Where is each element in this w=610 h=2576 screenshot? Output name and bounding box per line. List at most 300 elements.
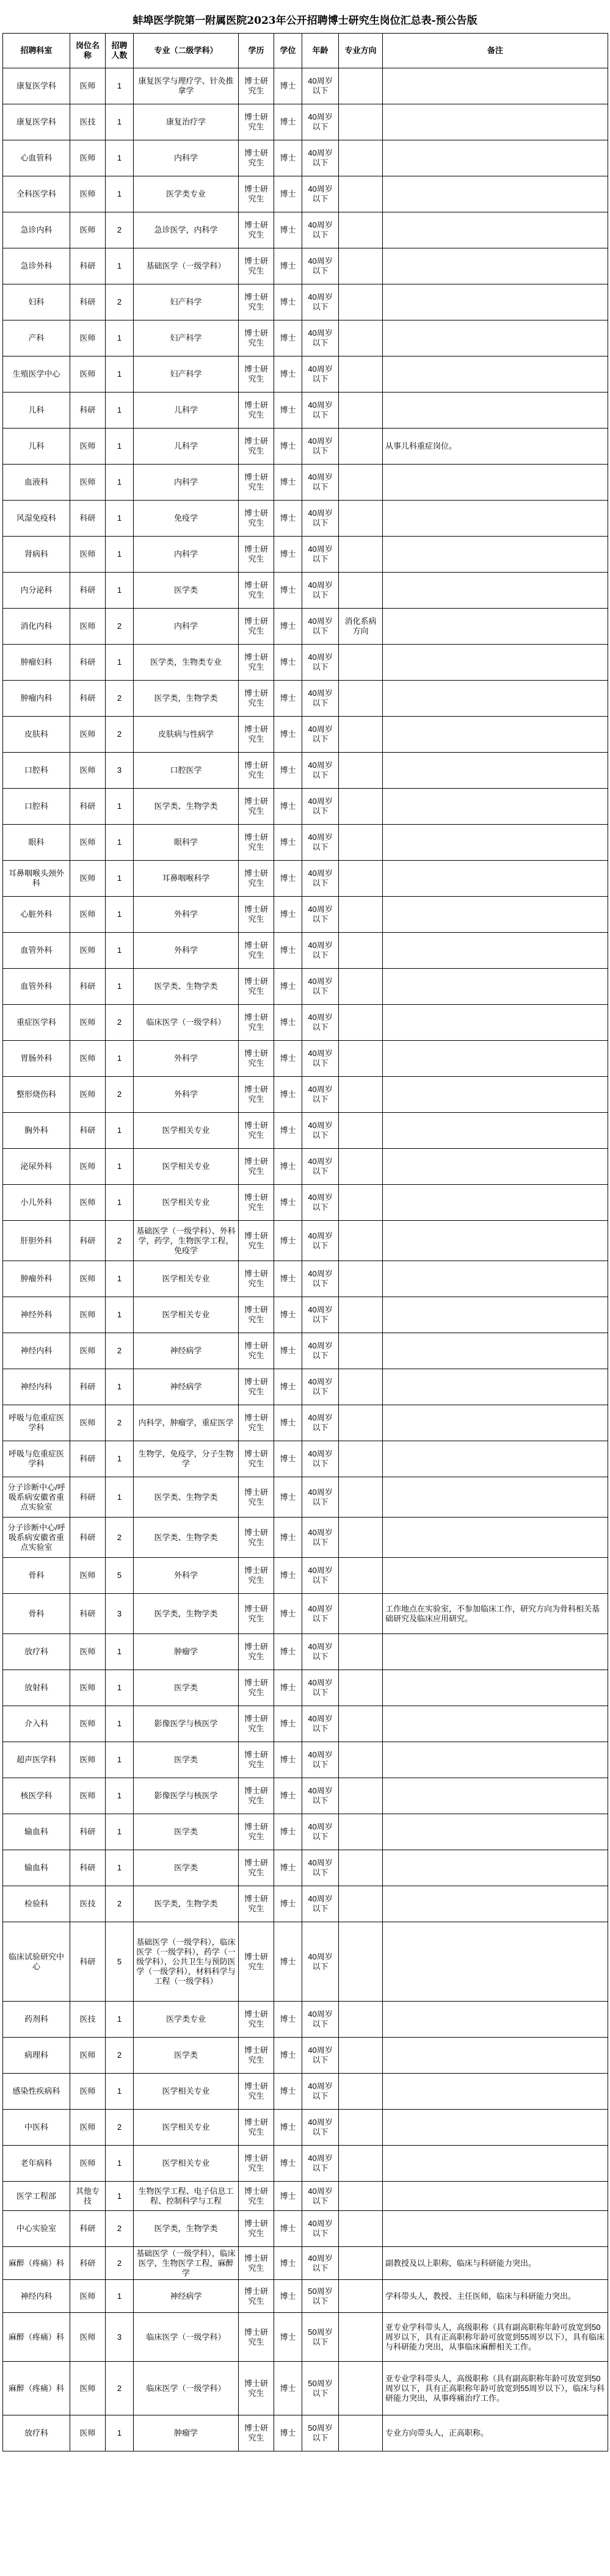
major-cell: 基础医学（一级学科）、外科学，药学，生物医学工程，免疫学	[134, 1221, 239, 1261]
position-cell: 医师	[70, 68, 106, 104]
major-cell: 医学相关专业	[134, 1261, 239, 1297]
education-cell: 博士研究生	[239, 825, 274, 861]
table-row	[3, 1670, 608, 1706]
department-cell: 急诊外科	[3, 248, 70, 284]
age-cell: 40周岁以下	[302, 1261, 339, 1297]
degree-cell: 博士	[274, 176, 302, 212]
education-cell: 博士研究生	[239, 537, 274, 573]
table-row	[3, 2002, 608, 2038]
remarks-cell	[383, 1405, 608, 1441]
position-cell: 科研	[70, 681, 106, 717]
degree-cell: 博士	[274, 2362, 302, 2415]
major-cell: 医学类	[134, 573, 239, 609]
table-row	[3, 1405, 608, 1441]
department-cell: 整形烧伤科	[3, 1077, 70, 1113]
direction-cell	[339, 1922, 383, 2002]
major-cell: 医学类、生物学类	[134, 1477, 239, 1518]
position-cell: 医师	[70, 1261, 106, 1297]
degree-cell: 博士	[274, 140, 302, 176]
degree-cell: 博士	[274, 501, 302, 537]
direction-cell: 消化系病方向	[339, 609, 383, 645]
major-cell: 儿科学	[134, 429, 239, 465]
major-cell: 医学类、生物学类	[134, 1518, 239, 1558]
education-cell: 博士研究生	[239, 1441, 274, 1477]
education-cell: 博士研究生	[239, 2415, 274, 2451]
department-cell: 呼吸与危重症医学科	[3, 1405, 70, 1441]
remarks-cell	[383, 2110, 608, 2146]
degree-cell: 博士	[274, 1518, 302, 1558]
department-cell: 肾病科	[3, 537, 70, 573]
count-cell: 1	[106, 1778, 134, 1814]
age-cell: 40周岁以下	[302, 2002, 339, 2038]
direction-cell	[339, 1814, 383, 1850]
position-cell: 医师	[70, 2362, 106, 2415]
education-cell: 博士研究生	[239, 1005, 274, 1041]
education-cell: 博士研究生	[239, 1778, 274, 1814]
age-cell: 40周岁以下	[302, 212, 339, 248]
count-cell: 1	[106, 68, 134, 104]
count-cell: 1	[106, 1041, 134, 1077]
remarks-cell	[383, 1149, 608, 1185]
table-row	[3, 429, 608, 465]
department-cell: 急诊内科	[3, 212, 70, 248]
major-cell: 临床医学（一级学科）	[134, 2362, 239, 2415]
age-cell: 40周岁以下	[302, 356, 339, 393]
position-cell: 科研	[70, 1814, 106, 1850]
education-cell: 博士研究生	[239, 1670, 274, 1706]
degree-cell: 博士	[274, 1477, 302, 1518]
count-cell: 1	[106, 789, 134, 825]
education-cell: 博士研究生	[239, 789, 274, 825]
direction-cell	[339, 1221, 383, 1261]
age-cell: 40周岁以下	[302, 284, 339, 320]
age-cell: 40周岁以下	[302, 1814, 339, 1850]
degree-cell: 博士	[274, 1041, 302, 1077]
count-cell: 1	[106, 2280, 134, 2313]
position-cell: 医师	[70, 1706, 106, 1742]
education-cell: 博士研究生	[239, 2182, 274, 2211]
header-direction: 专业方向	[339, 34, 383, 68]
table-row	[3, 1518, 608, 1558]
table-row	[3, 861, 608, 897]
department-cell: 儿科	[3, 429, 70, 465]
remarks-cell	[383, 1742, 608, 1778]
header-remarks: 备注	[383, 34, 608, 68]
education-cell: 博士研究生	[239, 1558, 274, 1594]
major-cell: 临床医学（一级学科）	[134, 1005, 239, 1041]
remarks-cell	[383, 681, 608, 717]
department-cell: 放疗科	[3, 2415, 70, 2451]
count-cell: 1	[106, 2002, 134, 2038]
age-cell: 40周岁以下	[302, 1077, 339, 1113]
position-cell: 医师	[70, 537, 106, 573]
remarks-cell	[383, 573, 608, 609]
degree-cell: 博士	[274, 212, 302, 248]
degree-cell: 博士	[274, 1670, 302, 1706]
department-cell: 肿瘤内科	[3, 681, 70, 717]
count-cell: 1	[106, 1369, 134, 1405]
major-cell: 皮肤病与性病学	[134, 717, 239, 753]
direction-cell	[339, 1518, 383, 1558]
direction-cell	[339, 465, 383, 501]
remarks-cell	[383, 2002, 608, 2038]
position-cell: 科研	[70, 1441, 106, 1477]
degree-cell: 博士	[274, 1814, 302, 1850]
degree-cell: 博士	[274, 2211, 302, 2247]
direction-cell	[339, 1261, 383, 1297]
education-cell: 博士研究生	[239, 2313, 274, 2362]
remarks-cell	[383, 1778, 608, 1814]
education-cell: 博士研究生	[239, 320, 274, 356]
department-cell: 耳鼻咽喉头颈外科	[3, 861, 70, 897]
direction-cell	[339, 753, 383, 789]
position-cell: 医师	[70, 1297, 106, 1333]
position-cell: 科研	[70, 1594, 106, 1634]
position-cell: 医师	[70, 2110, 106, 2146]
remarks-cell	[383, 1005, 608, 1041]
major-cell: 基础医学（一级学科）	[134, 248, 239, 284]
department-cell: 血管外科	[3, 969, 70, 1005]
table-row	[3, 1041, 608, 1077]
table-row	[3, 753, 608, 789]
direction-cell	[339, 1706, 383, 1742]
age-cell: 40周岁以下	[302, 681, 339, 717]
remarks-cell	[383, 789, 608, 825]
remarks-cell	[383, 1477, 608, 1518]
direction-cell	[339, 933, 383, 969]
position-cell: 医师	[70, 1149, 106, 1185]
education-cell: 博士研究生	[239, 1297, 274, 1333]
age-cell: 40周岁以下	[302, 1670, 339, 1706]
age-cell: 40周岁以下	[302, 969, 339, 1005]
remarks-cell	[383, 1558, 608, 1594]
major-cell: 医学类	[134, 1850, 239, 1886]
count-cell: 1	[106, 1742, 134, 1778]
remarks-cell	[383, 1886, 608, 1922]
education-cell: 博士研究生	[239, 465, 274, 501]
table-row	[3, 609, 608, 645]
education-cell: 博士研究生	[239, 2146, 274, 2182]
position-cell: 科研	[70, 2211, 106, 2247]
table-row	[3, 68, 608, 104]
direction-cell	[339, 1369, 383, 1405]
department-cell: 儿科	[3, 393, 70, 429]
count-cell: 1	[106, 2074, 134, 2110]
age-cell: 40周岁以下	[302, 176, 339, 212]
count-cell: 1	[106, 140, 134, 176]
remarks-cell	[383, 465, 608, 501]
major-cell: 外科学	[134, 1077, 239, 1113]
table-row	[3, 645, 608, 681]
remarks-cell	[383, 284, 608, 320]
major-cell: 妇产科学	[134, 320, 239, 356]
age-cell: 40周岁以下	[302, 465, 339, 501]
education-cell: 博士研究生	[239, 573, 274, 609]
major-cell: 医学类、生物学类	[134, 969, 239, 1005]
table-row	[3, 1369, 608, 1405]
position-cell: 医师	[70, 861, 106, 897]
age-cell: 40周岁以下	[302, 933, 339, 969]
position-cell: 医师	[70, 825, 106, 861]
education-cell: 博士研究生	[239, 356, 274, 393]
direction-cell	[339, 717, 383, 753]
major-cell: 医学类	[134, 2038, 239, 2074]
table-row	[3, 2110, 608, 2146]
position-cell: 医师	[70, 2146, 106, 2182]
department-cell: 心血管科	[3, 140, 70, 176]
age-cell: 40周岁以下	[302, 2211, 339, 2247]
degree-cell: 博士	[274, 429, 302, 465]
education-cell: 博士研究生	[239, 284, 274, 320]
degree-cell: 博士	[274, 1261, 302, 1297]
major-cell: 外科学	[134, 1041, 239, 1077]
age-cell: 40周岁以下	[302, 825, 339, 861]
major-cell: 内科学	[134, 537, 239, 573]
degree-cell: 博士	[274, 645, 302, 681]
major-cell: 医学类，生物类专业	[134, 645, 239, 681]
major-cell: 内科学	[134, 140, 239, 176]
education-cell: 博士研究生	[239, 1041, 274, 1077]
count-cell: 1	[106, 645, 134, 681]
position-cell: 医师	[70, 2280, 106, 2313]
degree-cell: 博士	[274, 1113, 302, 1149]
direction-cell	[339, 897, 383, 933]
position-cell: 医师	[70, 1005, 106, 1041]
degree-cell: 博士	[274, 2038, 302, 2074]
direction-cell	[339, 1077, 383, 1113]
age-cell: 40周岁以下	[302, 1041, 339, 1077]
education-cell: 博士研究生	[239, 2074, 274, 2110]
table-row	[3, 393, 608, 429]
table-row	[3, 2211, 608, 2247]
degree-cell: 博士	[274, 1886, 302, 1922]
count-cell: 2	[106, 1405, 134, 1441]
table-row	[3, 2074, 608, 2110]
table-row	[3, 933, 608, 969]
major-cell: 妇产科学	[134, 284, 239, 320]
table-row	[3, 537, 608, 573]
direction-cell	[339, 2074, 383, 2110]
department-cell: 皮肤科	[3, 717, 70, 753]
age-cell: 40周岁以下	[302, 2182, 339, 2211]
major-cell: 口腔医学	[134, 753, 239, 789]
age-cell: 40周岁以下	[302, 537, 339, 573]
table-row	[3, 356, 608, 393]
remarks-cell	[383, 1814, 608, 1850]
position-cell: 医师	[70, 320, 106, 356]
degree-cell: 博士	[274, 2247, 302, 2280]
position-cell: 科研	[70, 2247, 106, 2280]
degree-cell: 博士	[274, 1369, 302, 1405]
department-cell: 呼吸与危重症医学科	[3, 1441, 70, 1477]
remarks-cell	[383, 1670, 608, 1706]
count-cell: 1	[106, 393, 134, 429]
age-cell: 40周岁以下	[302, 1297, 339, 1333]
degree-cell: 博士	[274, 1778, 302, 1814]
department-cell: 分子诊断中心/呼吸系病安徽省重点实验室	[3, 1518, 70, 1558]
major-cell: 外科学	[134, 897, 239, 933]
degree-cell: 博士	[274, 753, 302, 789]
position-cell: 医师	[70, 429, 106, 465]
age-cell: 40周岁以下	[302, 320, 339, 356]
remarks-cell	[383, 1441, 608, 1477]
table-row	[3, 284, 608, 320]
position-cell: 医师	[70, 140, 106, 176]
count-cell: 1	[106, 537, 134, 573]
count-cell: 2	[106, 609, 134, 645]
education-cell: 博士研究生	[239, 68, 274, 104]
age-cell: 40周岁以下	[302, 1333, 339, 1369]
major-cell: 神经病学	[134, 2280, 239, 2313]
department-cell: 康复医学科	[3, 68, 70, 104]
count-cell: 2	[106, 717, 134, 753]
department-cell: 麻醉（疼痛）科	[3, 2313, 70, 2362]
count-cell: 1	[106, 1814, 134, 1850]
degree-cell: 博士	[274, 789, 302, 825]
count-cell: 1	[106, 1149, 134, 1185]
education-cell: 博士研究生	[239, 1333, 274, 1369]
direction-cell	[339, 1149, 383, 1185]
table-row	[3, 1558, 608, 1594]
degree-cell: 博士	[274, 2146, 302, 2182]
direction-cell	[339, 1477, 383, 1518]
department-cell: 肿瘤妇科	[3, 645, 70, 681]
department-cell: 放射科	[3, 1670, 70, 1706]
position-cell: 医师	[70, 1778, 106, 1814]
age-cell: 40周岁以下	[302, 501, 339, 537]
table-row	[3, 2415, 608, 2451]
direction-cell	[339, 1333, 383, 1369]
direction-cell	[339, 2182, 383, 2211]
remarks-cell: 专业方向带头人，正高职称。	[383, 2415, 608, 2451]
direction-cell	[339, 284, 383, 320]
age-cell: 40周岁以下	[302, 1221, 339, 1261]
direction-cell	[339, 2362, 383, 2415]
table-row	[3, 1297, 608, 1333]
major-cell: 医学类，生物学类	[134, 681, 239, 717]
count-cell: 1	[106, 176, 134, 212]
department-cell: 输血科	[3, 1814, 70, 1850]
table-row	[3, 1886, 608, 1922]
direction-cell	[339, 1634, 383, 1670]
education-cell: 博士研究生	[239, 1221, 274, 1261]
remarks-cell	[383, 320, 608, 356]
count-cell: 5	[106, 1922, 134, 2002]
direction-cell	[339, 1742, 383, 1778]
remarks-cell	[383, 176, 608, 212]
degree-cell: 博士	[274, 104, 302, 140]
department-cell: 老年病科	[3, 2146, 70, 2182]
direction-cell	[339, 68, 383, 104]
department-cell: 胃肠外科	[3, 1041, 70, 1077]
header-position: 岗位名称	[70, 34, 106, 68]
degree-cell: 博士	[274, 2415, 302, 2451]
remarks-cell	[383, 1077, 608, 1113]
education-cell: 博士研究生	[239, 1742, 274, 1778]
degree-cell: 博士	[274, 1850, 302, 1886]
age-cell: 40周岁以下	[302, 1185, 339, 1221]
position-cell: 科研	[70, 1518, 106, 1558]
table-row	[3, 176, 608, 212]
education-cell: 博士研究生	[239, 429, 274, 465]
count-cell: 1	[106, 1297, 134, 1333]
remarks-cell	[383, 537, 608, 573]
count-cell: 1	[106, 248, 134, 284]
direction-cell	[339, 861, 383, 897]
department-cell: 内分泌科	[3, 573, 70, 609]
education-cell: 博士研究生	[239, 212, 274, 248]
position-cell: 科研	[70, 248, 106, 284]
degree-cell: 博士	[274, 2313, 302, 2362]
degree-cell: 博士	[274, 2280, 302, 2313]
education-cell: 博士研究生	[239, 1149, 274, 1185]
department-cell: 消化内科	[3, 609, 70, 645]
degree-cell: 博士	[274, 284, 302, 320]
age-cell: 40周岁以下	[302, 897, 339, 933]
table-row	[3, 2362, 608, 2415]
department-cell: 麻醉（疼痛）科	[3, 2362, 70, 2415]
count-cell: 1	[106, 429, 134, 465]
education-cell: 博士研究生	[239, 2247, 274, 2280]
direction-cell	[339, 1441, 383, 1477]
direction-cell	[339, 248, 383, 284]
education-cell: 博士研究生	[239, 140, 274, 176]
education-cell: 博士研究生	[239, 2280, 274, 2313]
major-cell: 医学类，生物学类	[134, 1886, 239, 1922]
position-cell: 医技	[70, 2002, 106, 2038]
degree-cell: 博士	[274, 897, 302, 933]
major-cell: 医学相关专业	[134, 2146, 239, 2182]
age-cell: 40周岁以下	[302, 1634, 339, 1670]
direction-cell	[339, 320, 383, 356]
table-row	[3, 573, 608, 609]
table-row	[3, 2038, 608, 2074]
age-cell: 40周岁以下	[302, 248, 339, 284]
count-cell: 1	[106, 897, 134, 933]
education-cell: 博士研究生	[239, 104, 274, 140]
department-cell: 血管外科	[3, 933, 70, 969]
education-cell: 博士研究生	[239, 1518, 274, 1558]
count-cell: 1	[106, 1634, 134, 1670]
degree-cell: 博士	[274, 1742, 302, 1778]
department-cell: 泌尿外科	[3, 1149, 70, 1185]
direction-cell	[339, 1185, 383, 1221]
age-cell: 50周岁以下	[302, 2362, 339, 2415]
count-cell: 1	[106, 1670, 134, 1706]
major-cell: 医学类	[134, 1742, 239, 1778]
direction-cell	[339, 212, 383, 248]
direction-cell	[339, 573, 383, 609]
position-cell: 医师	[70, 2415, 106, 2451]
table-row	[3, 2182, 608, 2211]
count-cell: 2	[106, 681, 134, 717]
position-cell: 科研	[70, 1221, 106, 1261]
degree-cell: 博士	[274, 825, 302, 861]
major-cell: 医学类	[134, 1814, 239, 1850]
education-cell: 博士研究生	[239, 1886, 274, 1922]
count-cell: 2	[106, 1333, 134, 1369]
department-cell: 口腔科	[3, 789, 70, 825]
education-cell: 博士研究生	[239, 1113, 274, 1149]
age-cell: 40周岁以下	[302, 1850, 339, 1886]
remarks-cell	[383, 1113, 608, 1149]
header-age: 年龄	[302, 34, 339, 68]
degree-cell: 博士	[274, 1594, 302, 1634]
age-cell: 40周岁以下	[302, 393, 339, 429]
position-cell: 医师	[70, 176, 106, 212]
major-cell: 内科学	[134, 609, 239, 645]
direction-cell	[339, 1405, 383, 1441]
